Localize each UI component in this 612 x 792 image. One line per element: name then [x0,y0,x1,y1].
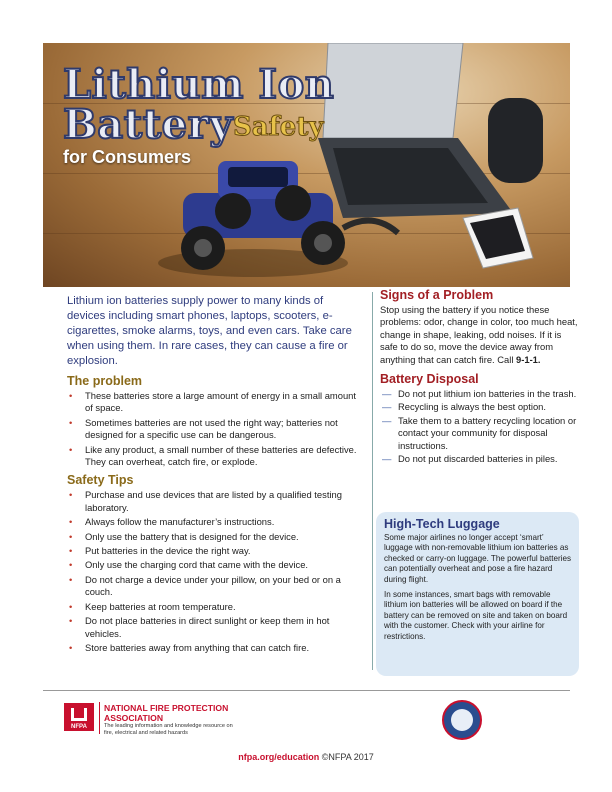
luggage-heading: High-Tech Luggage [384,517,500,531]
signs-text: Stop using the battery if you notice these problems: odor, change in color, too much heat, change in shape, leaking, odd noises. If it is safe to do so, move the device away from anything that can catch fire. Call [380,304,578,365]
emergency-number: 9-1-1. [516,353,541,365]
luggage-paragraph-2: In some instances, smart bags with removable lithium ion batteries will be allowed on board if the battery can be removed on site and taken on board with the customer. Check with your airline for restrictions. [384,590,568,641]
org-tagline: The leading information and knowledge resource on fire, electrical and related hazards [104,723,233,736]
right-column [380,286,580,466]
list-item: • Put batteries in the device the right way. [67,545,359,557]
signs-heading: Signs of a Problem [380,288,494,302]
footer-url-line [0,752,612,762]
title-subtitle: for Consumers [63,147,192,167]
education-link[interactable]: nfpa.org/education [238,752,320,762]
fire-department-seal [442,700,482,740]
list-item: • Purchase and use devices that are listed by a qualified testing laboratory. [67,489,359,514]
intro-paragraph: Lithium ion batteries supply power to many kinds of devices including smart phones, laptops, scooters, e-cigarettes, smoke alarms, toys, and even cars. Take care when using them. In rare cases, they can cause a fire or explosion. [67,295,352,367]
list-item: • These batteries store a large amount of energy in a small amount of space. [67,390,359,415]
safety-tips-heading: Safety Tips [67,473,134,488]
list-item: • Keep batteries at room temperature. [67,601,359,613]
luggage-paragraph-1: Some major airlines no longer accept ‘smart’ luggage with non-removable lithium ion batteries as checked or carry-on luggage. The powerful batteries can potentially overheat and pose a fire hazard during flight. [384,533,572,584]
left-column [67,294,359,656]
list-item: • Sometimes batteries are not used the right way; batteries not designed for a specific use can be dangerous. [67,417,359,442]
list-item: • Only use the charging cord that came with the device. [67,559,359,571]
nfpa-logo-text: NFPA [71,724,87,730]
logo-separator [99,702,100,734]
list-item: — Do not put lithium ion batteries in the trash. [380,388,580,400]
org-name: NATIONAL FIRE PROTECTION ASSOCIATION [104,703,229,723]
luggage-callout [376,512,579,676]
list-item: • Do not charge a device under your pillow, on your bed or on a couch. [67,574,359,599]
list-item: • Store batteries away from anything that can catch fire. [67,642,359,654]
footer-divider [43,690,570,691]
safety-tips-list [67,489,359,654]
title-safety: Safety [233,112,324,142]
list-item: • Like any product, a small number of these batteries are defective. They can overheat, catch fire, or explode. [67,444,359,469]
list-item: — Do not put discarded batteries in piles. [380,453,580,465]
title-line1: Lithium Ion [63,61,335,108]
nfpa-logo [64,703,94,731]
list-item: • Only use the battery that is designed for the device. [67,531,359,543]
list-item: — Take them to a battery recycling location or contact your community for disposal instructions. [380,415,580,452]
problem-list [67,390,359,468]
list-item: • Do not place batteries in direct sunlight or keep them in hot vehicles. [67,615,359,640]
copyright: ©NFPA 2017 [321,752,374,762]
problem-heading: The problem [67,374,143,388]
signs-paragraph [380,304,580,366]
list-item: — Recycling is always the best option. [380,401,580,413]
disposal-list [380,388,580,465]
disposal-heading: Battery Disposal [380,372,479,387]
list-item: • Always follow the manufacturer’s instructions. [67,516,359,528]
hero-banner [43,43,570,287]
title-line2: Battery [63,101,233,148]
column-divider [372,292,373,670]
